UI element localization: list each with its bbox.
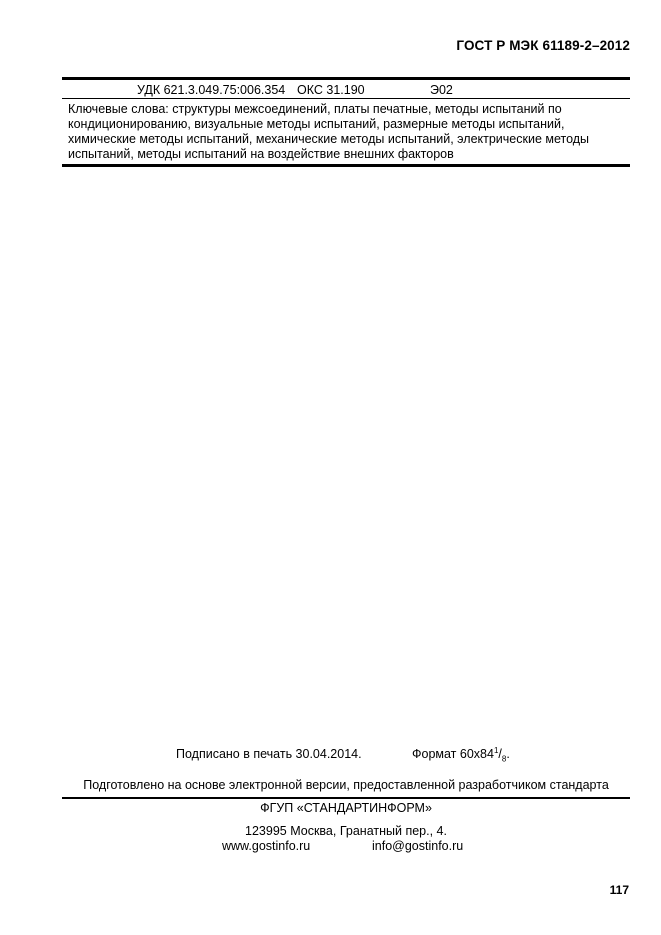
standard-code: ГОСТ Р МЭК 61189-2–2012 <box>456 38 630 53</box>
keywords-block <box>68 102 630 162</box>
paper-format: Формат $60x84^1/_8$. <box>412 746 510 764</box>
email-link[interactable]: info@gostinfo.ru <box>372 839 464 853</box>
publisher-name: ФГУП «СТАНДАРТИНФОРМ» <box>260 801 432 815</box>
keywords-text: структуры межсоединений, платы печатные, методы испытаний по кондиционированию, визуальные методы испытаний, размерные методы испытаний, химические методы испытаний, механические методы испытаний, электрические методы испытаний, методы испытаний на воздействие внешних факторов <box>68 102 590 161</box>
keywords-bottom-rule <box>62 164 630 167</box>
keywords-label: Ключевые слова: <box>68 102 169 116</box>
udk-code: УДК 621.3.049.75:006.354 <box>137 83 286 97</box>
top-rule <box>62 77 630 80</box>
category-code: Э02 <box>430 83 453 97</box>
prepared-note: Подготовлено на основе электронной версии, предоставленной разработчиком стандарта <box>83 778 609 792</box>
contact-line <box>222 839 463 853</box>
page-number: 117 <box>609 883 629 897</box>
signed-date: Подписано в печать 30.04.2014. <box>176 747 362 762</box>
oks-code: ОКС 31.190 <box>297 83 365 97</box>
classification-line <box>137 83 453 97</box>
publisher-address: 123995 Москва, Гранатный пер., 4. <box>245 824 447 838</box>
signed-line <box>176 746 510 764</box>
publisher-rule <box>62 797 630 799</box>
classification-divider <box>62 98 630 99</box>
website-link[interactable]: www.gostinfo.ru <box>222 839 311 853</box>
